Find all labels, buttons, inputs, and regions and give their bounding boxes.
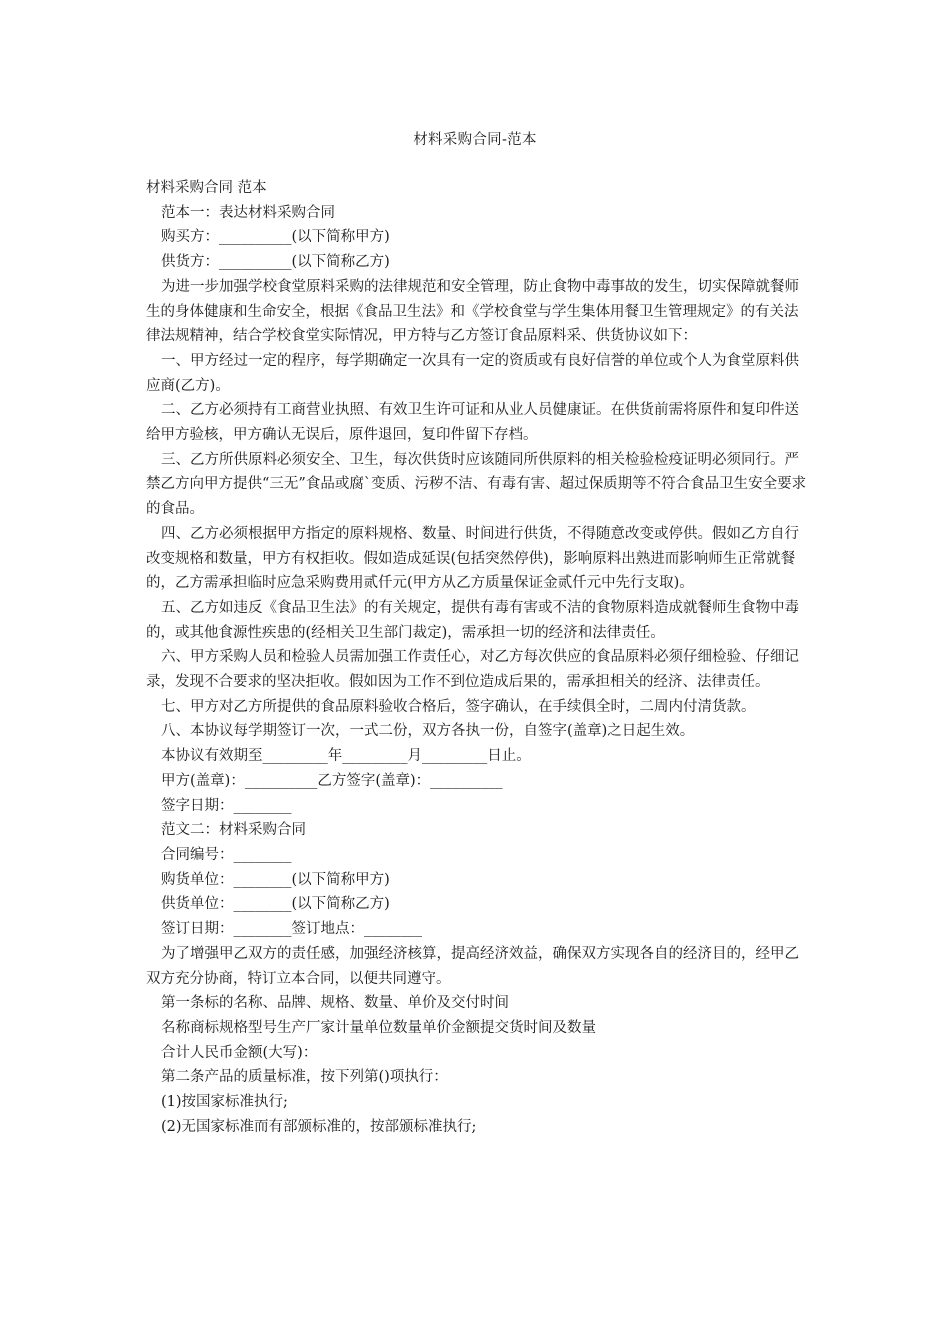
paragraph: 三、乙方所供原料必须安全、卫生，每次供货时应该随同所供原料的相关检验检疫证明必须同行。严禁乙方向甲方提供“三无”食品或腐`变质、污秽不洁、有毒有害、超过保质期等不符合食品卫生安全要求的食品。: [146, 451, 807, 518]
paragraph: 签订日期：________签订地点：________: [161, 921, 422, 938]
paragraph: 名称商标规格型号生产厂家计量单位数量单价金额提交货时间及数量: [161, 1019, 596, 1036]
document-title: 材料采购合同-范本: [413, 132, 537, 148]
paragraph: 甲方(盖章)：__________乙方签字(盖章)：__________: [161, 772, 503, 789]
paragraph: (1)按国家标准执行;: [161, 1094, 288, 1111]
paragraph: 供货单位：________(以下简称乙方): [161, 896, 390, 913]
paragraph: 为进一步加强学校食堂原料采购的法律规范和安全管理，防止食物中毒事故的发生，切实保障就餐师生的身体健康和生命安全，根据《食品卫生法》和《学校食堂与学生集体用餐卫生管理规定》的有关法律法规精神，结合学校食堂实际情况，甲方特与乙方签订食品原料采、供货协议如下：: [146, 278, 799, 345]
paragraph: 购买方：__________(以下简称甲方): [161, 229, 390, 246]
paragraph: (2)无国家标准而有部颁标准的，按部颁标准执行;: [161, 1118, 477, 1135]
paragraph: 五、乙方如违反《食品卫生法》的有关规定，提供有毒有害或不洁的食物原料造成就餐师生食物中毒的，或其他食源性疾患的(经相关卫生部门裁定)，需承担一切的经济和法律责任。: [146, 599, 799, 641]
paragraph: 签字日期：________: [161, 797, 292, 814]
paragraph: 七、甲方对乙方所提供的食品原料验收合格后，签字确认，在手续俱全时，二周内付清货款。: [161, 698, 756, 715]
paragraph: 范本一：表达材料采购合同: [161, 204, 335, 221]
paragraph: 合计人民币金额(大写)：: [161, 1044, 318, 1061]
paragraph: 一、甲方经过一定的程序，每学期确定一次具有一定的资质或有良好信誉的单位或个人为食堂原料供应商(乙方)。: [146, 352, 799, 394]
paragraph: 合同编号：________: [161, 846, 292, 863]
paragraph: 四、乙方必须根据甲方指定的原料规格、数量、时间进行供货，不得随意改变或停供。假如乙方自行改变规格和数量，甲方有权拒收。假如造成延误(包括突然停供)，影响原料出熟进而影响师生正常就餐的，乙方需承担临时应急采购费用贰仟元(甲方从乙方质量保证金贰仟元中先行支取)。: [146, 525, 799, 592]
document-body: [146, 176, 812, 1139]
paragraph: 六、甲方采购人员和检验人员需加强工作责任心，对乙方每次供应的食品原料必须仔细检验、仔细记录，发现不合要求的坚决拒收。假如因为工作不到位造成后果的，需承担相关的经济、法律责任。: [146, 649, 799, 691]
paragraph: 为了增强甲乙双方的责任感，加强经济核算，提高经济效益，确保双方实现各自的经济目的，经甲乙双方充分协商，特订立本合同，以便共同遵守。: [146, 945, 799, 987]
paragraph: 本协议有效期至_________年_________月_________日止。: [161, 748, 531, 765]
paragraph: 八、本协议每学期签订一次，一式二份，双方各执一份，自签字(盖章)之日起生效。: [161, 723, 695, 740]
paragraph-heading: 材料采购合同 范本: [146, 180, 267, 196]
paragraph: 供货方：__________(以下简称乙方): [161, 254, 390, 271]
paragraph: 二、乙方必须持有工商营业执照、有效卫生许可证和从业人员健康证。在供货前需将原件和复印件送给甲方验核，甲方确认无误后，原件退回，复印件留下存档。: [146, 402, 799, 444]
paragraph: 第二条产品的质量标准，按下列第()项执行：: [161, 1069, 448, 1086]
paragraph: 购货单位：________(以下简称甲方): [161, 871, 390, 888]
paragraph: 范文二：材料采购合同: [161, 822, 306, 839]
paragraph: 第一条标的名称、品牌、规格、数量、单价及交付时间: [161, 995, 509, 1012]
